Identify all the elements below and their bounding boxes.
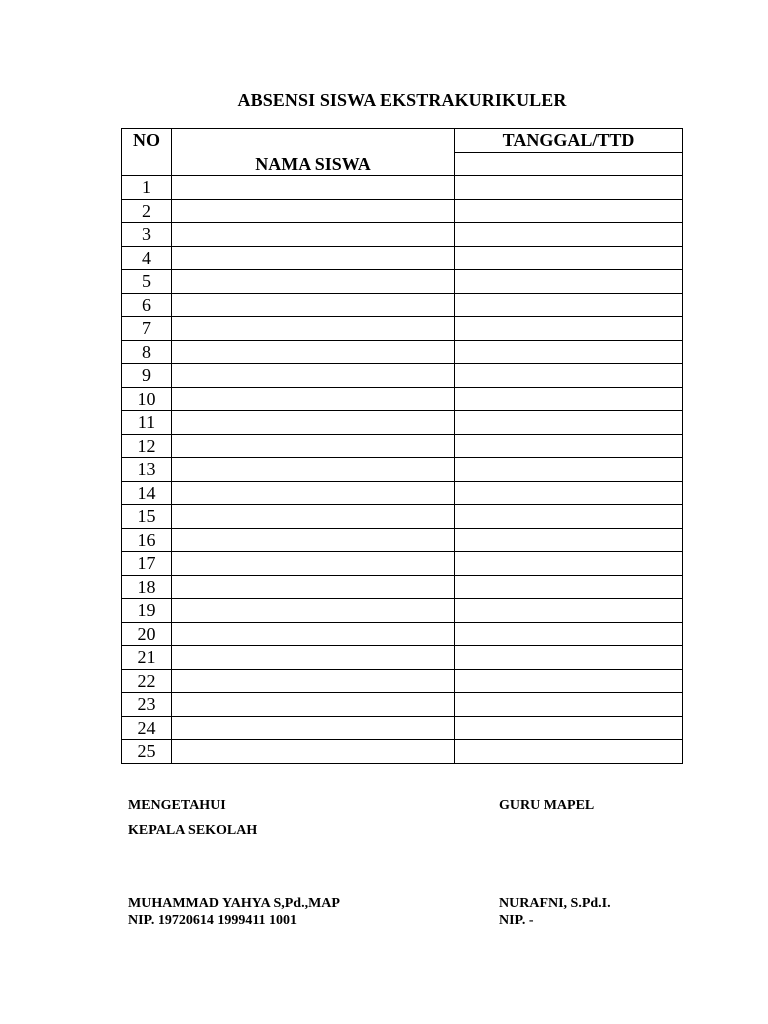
student-name-cell[interactable] (172, 622, 455, 646)
table-row (122, 669, 683, 693)
row-number: 17 (122, 552, 172, 576)
date-signature-cell[interactable] (455, 458, 683, 482)
student-name-cell[interactable] (172, 740, 455, 764)
table-row (122, 434, 683, 458)
table-row (122, 458, 683, 482)
student-name-cell[interactable] (172, 434, 455, 458)
document-title: ABSENSI SISWA EKSTRAKURIKULER (237, 90, 567, 110)
table-row (122, 552, 683, 576)
date-signature-cell[interactable] (455, 599, 683, 623)
row-number: 8 (122, 340, 172, 364)
date-signature-cell[interactable] (455, 246, 683, 270)
table-row (122, 317, 683, 341)
row-number: 23 (122, 693, 172, 717)
row-number: 4 (122, 246, 172, 270)
student-name-cell[interactable] (172, 669, 455, 693)
student-name-cell[interactable] (172, 364, 455, 388)
student-name-cell[interactable] (172, 223, 455, 247)
table-row (122, 740, 683, 764)
date-signature-cell[interactable] (455, 481, 683, 505)
table-row (122, 270, 683, 294)
date-signature-cell[interactable] (455, 528, 683, 552)
student-name-cell[interactable] (172, 716, 455, 740)
table-row (122, 528, 683, 552)
student-name-cell[interactable] (172, 505, 455, 529)
date-signature-cell[interactable] (455, 622, 683, 646)
date-signature-cell[interactable] (455, 387, 683, 411)
table-row (122, 176, 683, 200)
row-number: 5 (122, 270, 172, 294)
date-signature-cell[interactable] (455, 552, 683, 576)
date-signature-cell[interactable] (455, 434, 683, 458)
header-no: NO (122, 129, 172, 176)
row-number: 2 (122, 199, 172, 223)
date-signature-cell[interactable] (455, 693, 683, 717)
header-row-1 (122, 129, 683, 153)
header-date-subcell[interactable] (455, 152, 683, 176)
date-signature-cell[interactable] (455, 176, 683, 200)
date-signature-cell[interactable] (455, 293, 683, 317)
table-row (122, 646, 683, 670)
table-row (122, 481, 683, 505)
date-signature-cell[interactable] (455, 716, 683, 740)
student-name-cell[interactable] (172, 340, 455, 364)
guru-mapel-name: NURAFNI, S.Pd.I. (499, 896, 611, 911)
table-row (122, 599, 683, 623)
student-name-cell[interactable] (172, 176, 455, 200)
table-row (122, 293, 683, 317)
table-row (122, 575, 683, 599)
row-number: 9 (122, 364, 172, 388)
row-number: 14 (122, 481, 172, 505)
row-number: 1 (122, 176, 172, 200)
row-number: 20 (122, 622, 172, 646)
date-signature-cell[interactable] (455, 505, 683, 529)
student-name-cell[interactable] (172, 599, 455, 623)
student-name-cell[interactable] (172, 458, 455, 482)
table-row (122, 693, 683, 717)
student-name-cell[interactable] (172, 646, 455, 670)
student-name-cell[interactable] (172, 552, 455, 576)
row-number: 6 (122, 293, 172, 317)
table-row (122, 246, 683, 270)
date-signature-cell[interactable] (455, 317, 683, 341)
row-number: 22 (122, 669, 172, 693)
student-name-cell[interactable] (172, 293, 455, 317)
attendance-table (121, 128, 683, 764)
row-number: 25 (122, 740, 172, 764)
row-number: 15 (122, 505, 172, 529)
date-signature-cell[interactable] (455, 740, 683, 764)
date-signature-cell[interactable] (455, 669, 683, 693)
date-signature-cell[interactable] (455, 223, 683, 247)
date-signature-cell[interactable] (455, 364, 683, 388)
student-name-cell[interactable] (172, 693, 455, 717)
student-name-cell[interactable] (172, 575, 455, 599)
table-row (122, 411, 683, 435)
date-signature-cell[interactable] (455, 199, 683, 223)
row-number: 12 (122, 434, 172, 458)
row-number: 21 (122, 646, 172, 670)
date-signature-cell[interactable] (455, 270, 683, 294)
row-number: 18 (122, 575, 172, 599)
student-name-cell[interactable] (172, 199, 455, 223)
table-row (122, 364, 683, 388)
mengetahui-label: MENGETAHUI (128, 798, 226, 813)
table-row (122, 199, 683, 223)
date-signature-cell[interactable] (455, 411, 683, 435)
header-nama-siswa (172, 129, 455, 176)
table-row (122, 622, 683, 646)
row-number: 19 (122, 599, 172, 623)
row-number: 11 (122, 411, 172, 435)
row-number: 13 (122, 458, 172, 482)
student-name-cell[interactable] (172, 528, 455, 552)
date-signature-cell[interactable] (455, 340, 683, 364)
table-row (122, 387, 683, 411)
row-number: 3 (122, 223, 172, 247)
table-row (122, 716, 683, 740)
student-name-cell[interactable] (172, 481, 455, 505)
date-signature-cell[interactable] (455, 646, 683, 670)
student-name-cell[interactable] (172, 411, 455, 435)
row-number: 7 (122, 317, 172, 341)
kepala-sekolah-label: KEPALA SEKOLAH (128, 823, 258, 838)
row-number: 16 (122, 528, 172, 552)
table-row (122, 505, 683, 529)
student-name-cell[interactable] (172, 270, 455, 294)
row-number: 24 (122, 716, 172, 740)
student-name-cell[interactable] (172, 246, 455, 270)
student-name-cell[interactable] (172, 317, 455, 341)
header-nama-siswa-label: NAMA SISWA (255, 154, 371, 174)
header-tanggal-ttd: TANGGAL/TTD (455, 129, 683, 153)
date-signature-cell[interactable] (455, 575, 683, 599)
kepala-sekolah-nip: NIP. 19720614 1999411 1001 (128, 913, 298, 928)
student-name-cell[interactable] (172, 387, 455, 411)
guru-mapel-nip: NIP. - (499, 913, 534, 928)
table-row (122, 340, 683, 364)
row-number: 10 (122, 387, 172, 411)
guru-mapel-label: GURU MAPEL (499, 798, 595, 813)
table-row (122, 223, 683, 247)
kepala-sekolah-name: MUHAMMAD YAHYA S,Pd.,MAP (128, 896, 340, 911)
